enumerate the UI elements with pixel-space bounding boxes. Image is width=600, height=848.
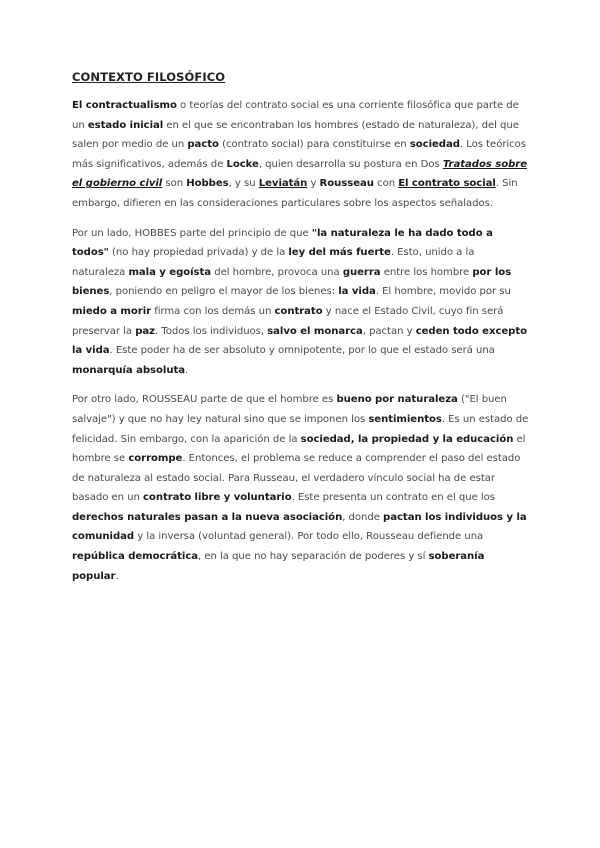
page-title: CONTEXTO FILOSÓFICO — [72, 70, 226, 84]
emphasized-text: corrompe — [128, 453, 183, 465]
emphasized-text: contrato libre y voluntario — [143, 492, 292, 504]
emphasized-text: Hobbes — [186, 178, 229, 190]
emphasized-text: miedo a morir — [72, 305, 152, 317]
body-text: en el que se encontraban los hombres (estado de naturaleza), del que salen por medio de un — [72, 119, 519, 151]
emphasized-text: salvo el monarca — [267, 325, 363, 337]
emphasized-text: pacto — [187, 139, 219, 151]
body-text: . El hombre, movido por su — [375, 286, 511, 298]
emphasized-text: guerra — [342, 266, 381, 278]
emphasized-text: ley del más fuerte — [288, 247, 391, 259]
body-text: . Esto, unido a la naturaleza — [72, 247, 475, 278]
emphasized-text: estado inicial — [87, 119, 164, 131]
body-text: , pactan y — [362, 325, 416, 337]
emphasized-text: por los bienes — [72, 266, 512, 298]
emphasized-text: El contractualismo — [72, 100, 177, 111]
document-body — [72, 96, 530, 586]
body-text: , quien desarrolla su postura en Dos — [258, 158, 443, 170]
body-text: Por un lado, HOBBES parte del principio de que — [72, 227, 312, 239]
emphasized-text: sentimientos — [368, 413, 442, 425]
body-text: . Es un estado de felicidad. Sin embargo, con la aparición de la — [72, 413, 529, 445]
body-text: , poniendo en peligro el mayor de los bienes: — [109, 286, 339, 298]
paragraph-3 — [72, 390, 530, 586]
body-text: o teorías del contrato social es una corriente filosófica que parte de un — [72, 100, 519, 131]
body-text: . Este poder ha de ser absoluto y omnipotente, por lo que el estado será una — [109, 345, 495, 357]
emphasized-text: contrato — [274, 305, 323, 317]
body-text: con — [373, 178, 399, 190]
body-text: Por otro lado, ROUSSEAU parte de que el hombre es — [72, 394, 337, 406]
emphasized-text: sociedad, la propiedad y la educación — [300, 433, 514, 445]
emphasized-text: soberanía popular — [72, 551, 485, 582]
body-text: . Entonces, el problema se reduce a comprender el paso del estado de naturaleza al estado social. Para Russeau, el verdadero vínculo social ha de estar basado en un — [72, 453, 521, 504]
emphasized-text: El contrato social — [398, 178, 496, 190]
emphasized-text: pactan los individuos y la comunidad — [72, 511, 527, 543]
body-text: (no hay propiedad privada) y de la — [108, 247, 289, 259]
body-text: . — [185, 364, 189, 376]
emphasized-text: ceden todo excepto la vida — [72, 325, 528, 357]
body-text: y — [307, 178, 320, 190]
body-text: . Todos los individuos, — [155, 325, 268, 337]
emphasized-text: sociedad — [409, 139, 460, 151]
emphasized-text: república democrática — [72, 551, 199, 563]
body-text: , en la que no hay separación de poderes y sí — [198, 551, 429, 563]
emphasized-text: Leviatán — [258, 178, 308, 190]
body-text: , donde — [342, 511, 384, 523]
emphasized-text: "la naturaleza le ha dado todo a todos" — [72, 227, 493, 259]
paragraph-2 — [72, 224, 530, 381]
body-text: y la inversa (voluntad general). Por todo ello, Rousseau defiende una — [134, 531, 484, 543]
body-text: . Sin embargo, difieren en las consideraciones particulares sobre los aspectos señalados. — [72, 178, 518, 209]
body-text: son — [162, 178, 187, 190]
emphasized-text: paz — [135, 325, 155, 337]
emphasized-text: bueno por naturaleza — [336, 394, 458, 406]
body-text: del hombre, provoca una — [211, 266, 343, 278]
body-text: el hombre se — [72, 433, 526, 465]
body-text: (contrato social) para constituirse en — [218, 139, 410, 151]
body-text: . Este presenta un contrato en el que los — [291, 492, 495, 504]
body-text: , y su — [228, 178, 259, 190]
emphasized-text: monarquía absoluta — [72, 364, 185, 376]
emphasized-text: Locke — [226, 158, 259, 170]
paragraph-1 — [72, 96, 530, 214]
emphasized-text: la vida — [338, 286, 376, 298]
emphasized-text: Rousseau — [319, 178, 374, 190]
body-text: . Los teóricos más significativos, además de — [72, 139, 527, 170]
body-text: firma con los demás un — [151, 305, 275, 317]
body-text: y nace el Estado Civil, cuyo fin será preservar la — [72, 305, 504, 337]
body-text: . — [115, 570, 119, 582]
emphasized-text: Tratados sobre el gobierno civil — [72, 158, 527, 190]
emphasized-text: mala y egoísta — [128, 266, 212, 278]
body-text: entre los hombre — [380, 266, 473, 278]
emphasized-text: derechos naturales pasan a la nueva asociación — [72, 511, 343, 523]
body-text: ("El buen salvaje") y que no hay ley natural sino que se imponen los — [72, 394, 507, 425]
